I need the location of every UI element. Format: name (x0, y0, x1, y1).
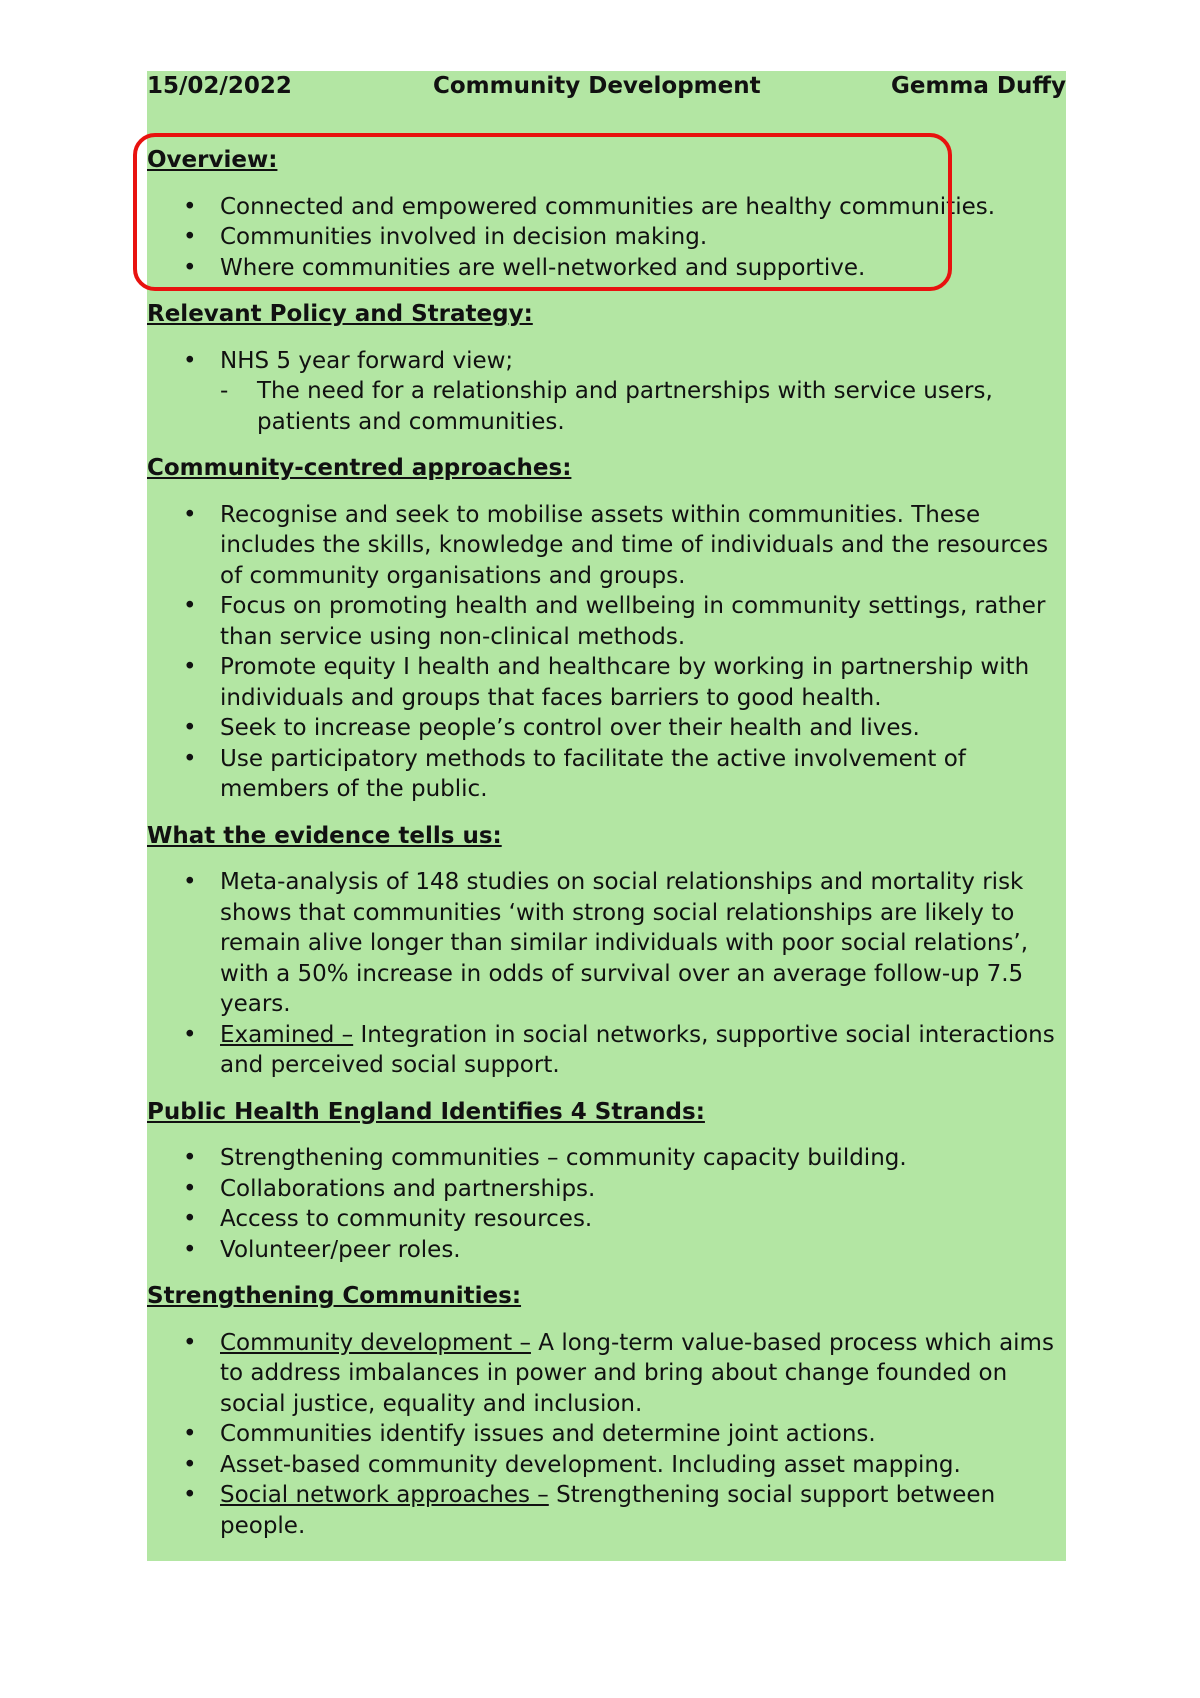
sub-list-item: - The need for a relationship and partnerships with service users, patients and communities. (220, 376, 1060, 437)
list-item: • Meta-analysis of 148 studies on social relationships and mortality risk shows that communities ‘with strong social relationships are likely to remain alive longer than similar individuals with poor social relations’, with a 50% increase in odds of survival over an average follow-up 7.5 years. (147, 867, 1066, 1020)
approaches-heading: Community-centred approaches: (147, 455, 572, 481)
examined-text: Integration in social networks, supportive social interactions and perceived social support. (220, 1021, 1055, 1078)
policy-heading: Relevant Policy and Strategy: (147, 301, 533, 327)
strands-heading: Public Health England Identifies 4 Strands: (147, 1098, 705, 1125)
evidence-list (147, 867, 1066, 1081)
social-network-text: Strengthening social support between people. (220, 1482, 996, 1539)
policy-item-text: NHS 5 year forward view; (220, 347, 514, 374)
examined-label: Examined – (220, 1021, 354, 1048)
list-item: • Connected and empowered communities are healthy communities. (147, 192, 1066, 223)
header-author: Gemma Duffy (890, 73, 1066, 99)
header-date: 15/02/2022 (147, 73, 292, 99)
approaches-list (147, 500, 1066, 805)
list-item: • Asset-based community development. Including asset mapping. (147, 1450, 1066, 1481)
strengthening-heading: Strengthening Communities: (147, 1283, 522, 1309)
list-item: • Focus on promoting health and wellbeing in community settings, rather than service using non-clinical methods. (147, 591, 1066, 652)
section-strengthening (147, 1281, 1066, 1541)
policy-sublist (220, 376, 1060, 437)
social-network-label: Social network approaches – (220, 1482, 549, 1508)
overview-list (147, 192, 1066, 284)
header-title: Community Development (433, 73, 761, 99)
strands-list (147, 1143, 1066, 1265)
community-development-text: A long-term value-based process which aims to address imbalances in power and bring about change founded on social justice, equality and inclusion. (220, 1329, 1054, 1417)
list-item: • Promote equity I health and healthcare by working in partnership with individuals and groups that faces barriers to good health. (147, 652, 1066, 713)
list-item: • Communities involved in decision making. (147, 222, 1066, 253)
section-overview (147, 145, 1066, 283)
list-item (147, 1020, 1066, 1081)
list-item: • Volunteer/peer roles. (147, 1235, 1066, 1266)
section-strands (147, 1097, 1066, 1266)
section-evidence (147, 821, 1066, 1081)
list-item: • Recognise and seek to mobilise assets within communities. These includes the skills, knowledge and time of individuals and the resources of community organisations and groups. (147, 500, 1066, 592)
list-item: • Collaborations and partnerships. (147, 1174, 1066, 1205)
list-item (147, 346, 1066, 438)
community-development-label: Community development – (220, 1329, 531, 1356)
section-policy (147, 299, 1066, 437)
policy-list (147, 346, 1066, 438)
list-item (147, 1328, 1066, 1420)
list-item: • Communities identify issues and determine joint actions. (147, 1419, 1066, 1450)
list-item (147, 1480, 1066, 1541)
list-item: • Use participatory methods to facilitate the active involvement of members of the public. (147, 744, 1066, 805)
document-body (147, 145, 1066, 1557)
strengthening-list (147, 1328, 1066, 1542)
overview-heading: Overview: (147, 147, 278, 173)
section-approaches (147, 453, 1066, 805)
list-item: • Seek to increase people’s control over their health and lives. (147, 713, 1066, 744)
evidence-heading: What the evidence tells us: (147, 822, 502, 849)
list-item: • Where communities are well-networked and supportive. (147, 253, 1066, 284)
list-item: • Access to community resources. (147, 1204, 1066, 1235)
list-item: • Strengthening communities – community capacity building. (147, 1143, 1066, 1174)
